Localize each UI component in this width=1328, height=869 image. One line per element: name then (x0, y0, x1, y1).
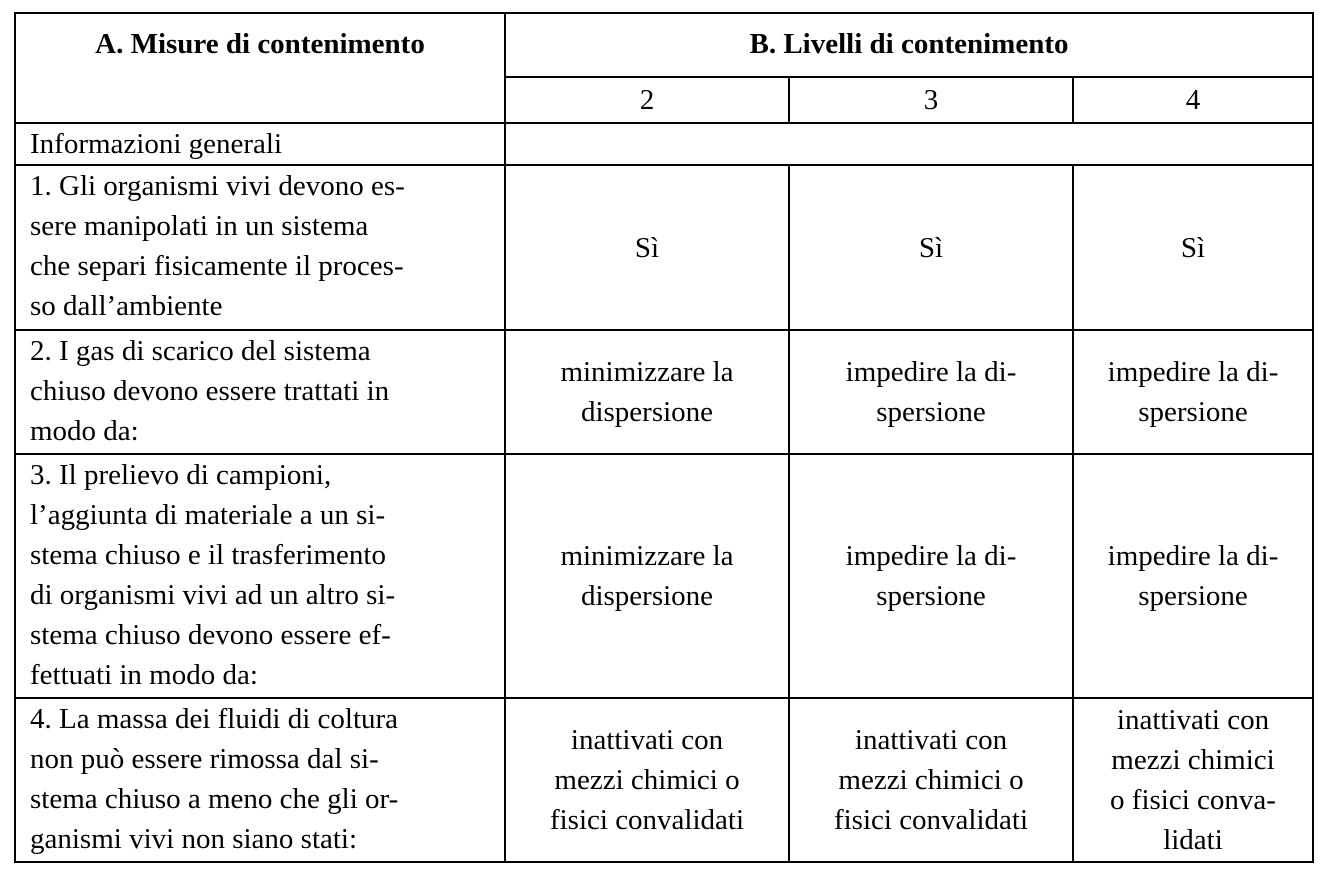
value-cell: Sì (1073, 165, 1313, 330)
value-cell: Sì (789, 165, 1073, 330)
header-levels: B. Livelli di contenimento (505, 13, 1313, 77)
section-label: Informazioni generali (15, 123, 505, 165)
value-cell: Sì (505, 165, 789, 330)
value-cell: minimizzare la dispersione (505, 330, 789, 454)
value-cell: impedire la di- spersione (789, 330, 1073, 454)
level-4: 4 (1073, 77, 1313, 123)
table-row (15, 330, 1313, 454)
table-row (15, 698, 1313, 862)
value-cell: impedire la di- spersione (1073, 454, 1313, 698)
containment-table (14, 12, 1314, 863)
value-cell: inattivati con mezzi chimici o fisici convalidati (505, 698, 789, 862)
level-3: 3 (789, 77, 1073, 123)
value-cell: impedire la di- spersione (1073, 330, 1313, 454)
measure-cell: 2. I gas di scarico del sistema chiuso devono essere trattati in modo da: (15, 330, 505, 454)
header-row (15, 13, 1313, 77)
value-cell: impedire la di- spersione (789, 454, 1073, 698)
table-row (15, 454, 1313, 698)
measure-cell: 1. Gli organismi vivi devono es- sere manipolati in un sistema che separi fisicamente il proces- so dall’ambiente (15, 165, 505, 330)
measure-cell: 3. Il prelievo di campioni, l’aggiunta di materiale a un si- stema chiuso e il trasferimento di organismi vivi ad un altro si- stema chiuso devono essere ef- fettuati in modo da: (15, 454, 505, 698)
header-measures: A. Misure di contenimento (15, 13, 505, 123)
section-empty-cell (505, 123, 1313, 165)
section-row (15, 123, 1313, 165)
value-cell: minimizzare la dispersione (505, 454, 789, 698)
value-cell: inattivati con mezzi chimici o fisici conva- lidati (1073, 698, 1313, 862)
measure-cell: 4. La massa dei fluidi di coltura non può essere rimossa dal si- stema chiuso a meno che gli or- ganismi vivi non siano stati: (15, 698, 505, 862)
level-2: 2 (505, 77, 789, 123)
value-cell: inattivati con mezzi chimici o fisici convalidati (789, 698, 1073, 862)
table-row (15, 165, 1313, 330)
